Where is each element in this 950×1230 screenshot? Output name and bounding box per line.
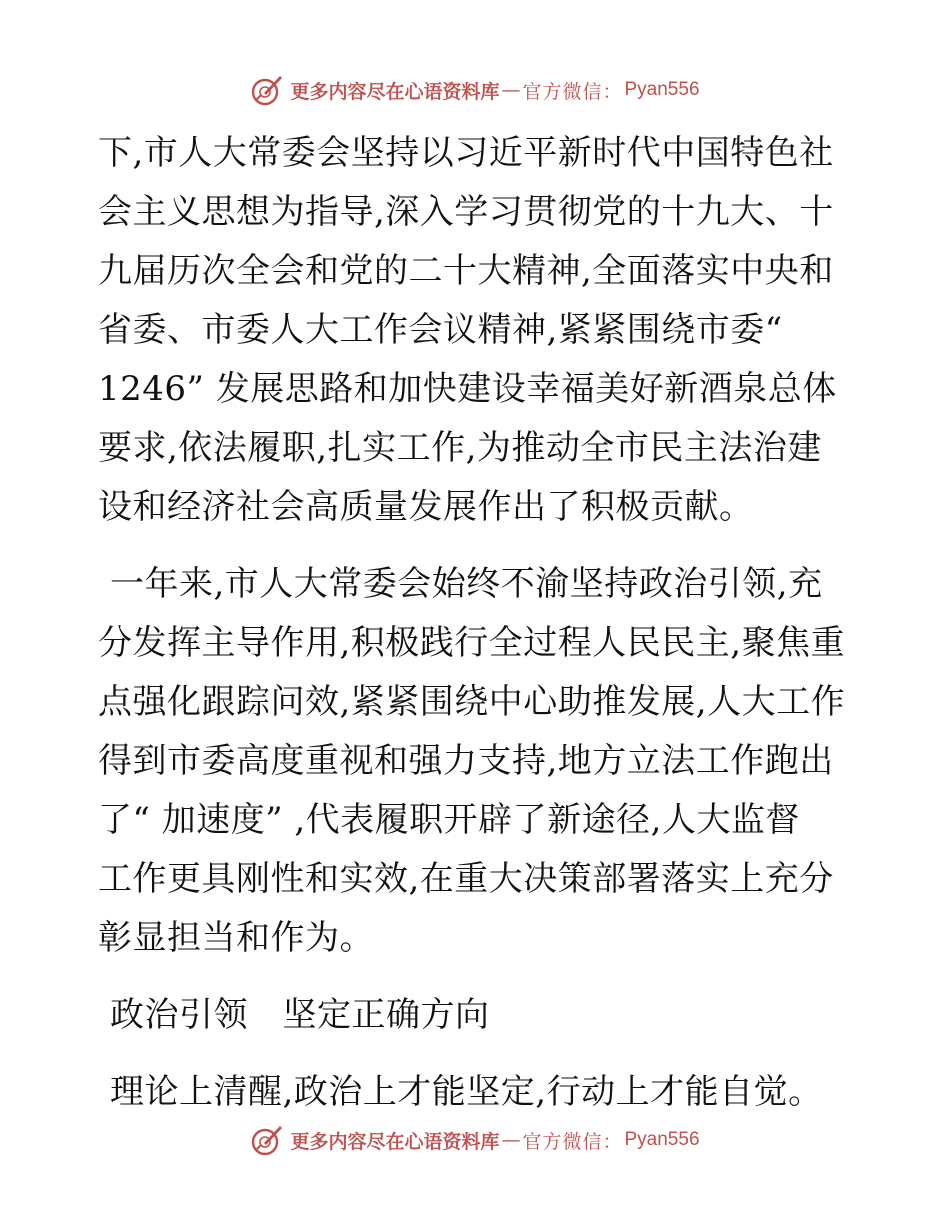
- document-body: [98, 124, 858, 1122]
- watermark-brand-text: 更多内容尽在心语资料库: [290, 80, 500, 103]
- text-line: 点强化跟踪问效,紧紧围绕中心助推发展,人大工作: [98, 682, 846, 722]
- text-line: 工作更具刚性和实效,在重大决策部署落实上充分: [98, 859, 834, 899]
- quill-pen-logo-icon: [250, 1123, 284, 1157]
- text-line: 了“ 加速度” ,代表履职开辟了新途径,人大监督: [98, 800, 800, 840]
- watermark-brand-text: 更多内容尽在心语资料库: [290, 1130, 500, 1153]
- text-line: 理论上清醒,政治上才能坚定,行动上才能自觉。: [110, 1072, 823, 1112]
- text-line: 设和经济社会高质量发展作出了积极贡献。: [98, 487, 754, 527]
- watermark-wechat-id: Pyan556: [624, 1129, 700, 1150]
- quill-pen-logo-icon: [250, 73, 284, 107]
- watermark-separator: —: [501, 79, 521, 101]
- paragraph-3: [98, 1063, 858, 1122]
- text-line: 一年来,市人大常委会始终不渝坚持政治引领,充: [110, 564, 823, 604]
- section-heading: [98, 986, 858, 1045]
- text-line: 九届历次全会和党的二十大精神,全面落实中央和: [98, 251, 834, 291]
- text-line: 得到市委高度重视和强力支持,地方立法工作跑出: [98, 741, 834, 781]
- text-line: 1246” 发展思路和加快建设幸福美好新酒泉总体: [98, 369, 837, 409]
- watermark-official-label: 官方微信：: [522, 80, 623, 103]
- text-line: 会主义思想为指导,深入学习贯彻党的十九大、十: [98, 192, 834, 232]
- paragraph-1: [98, 124, 858, 537]
- watermark-separator: —: [501, 1129, 521, 1151]
- watermark-wechat-id: Pyan556: [624, 79, 700, 100]
- text-line: 要求,依法履职,扎实工作,为推动全市民主法治建: [98, 428, 822, 468]
- text-line: 省委、市委人大工作会议精神,紧紧围绕市委“: [98, 310, 783, 350]
- text-line: 下,市人大常委会坚持以习近平新时代中国特色社: [98, 133, 834, 173]
- heading-text: 政治引领 坚定正确方向: [110, 995, 490, 1035]
- footer-watermark: [0, 1120, 950, 1160]
- text-line: 彰显担当和作为。: [98, 918, 374, 958]
- header-watermark: [0, 70, 950, 110]
- text-line: 分发挥主导作用,积极践行全过程人民民主,聚焦重: [98, 623, 846, 663]
- watermark-official-label: 官方微信：: [522, 1130, 623, 1153]
- paragraph-2: [98, 555, 858, 968]
